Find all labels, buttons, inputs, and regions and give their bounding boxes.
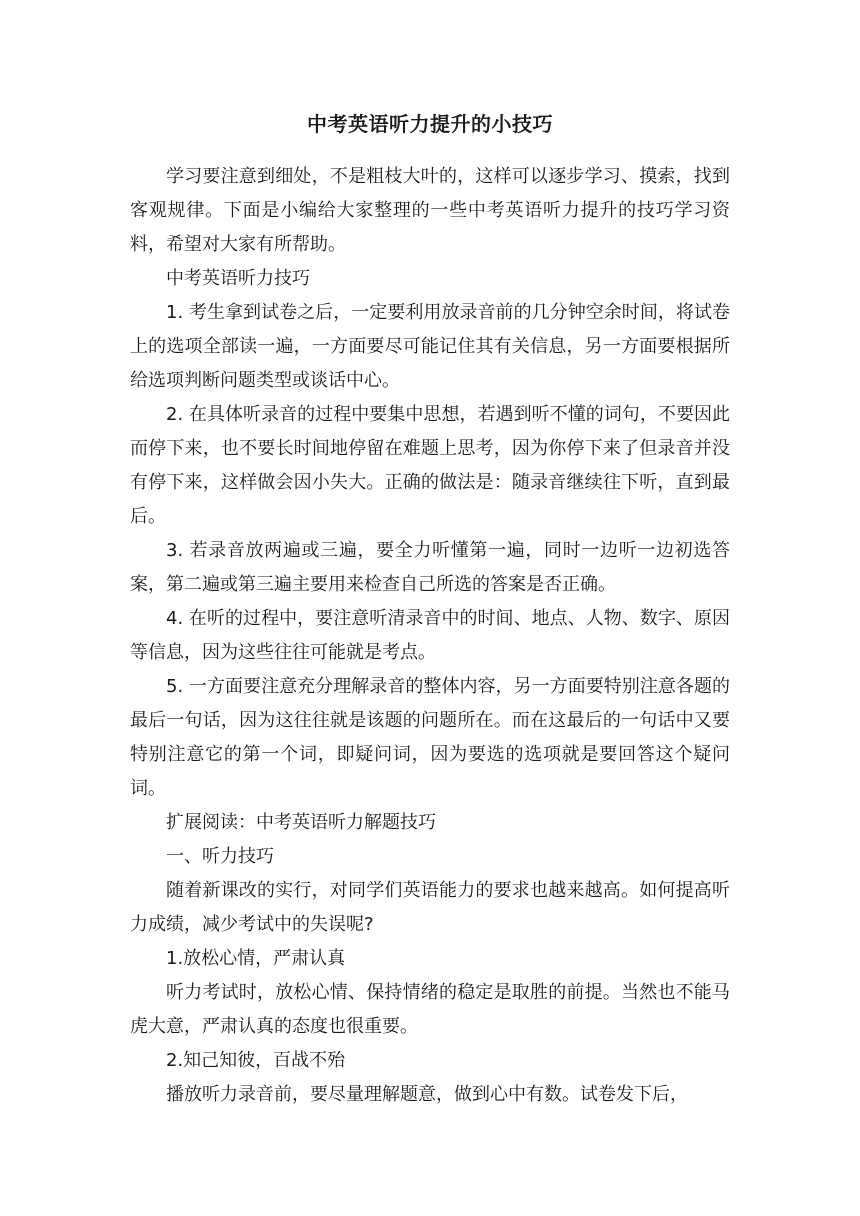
- paragraph-tip-5: 5. 一方面要注意充分理解录音的整体内容，另一方面要特别注意各题的最后一句话，因为这往往就是该题的问题所在。而在这最后的一句话中又要特别注意它的第一个词，即疑问词，因为要选的选项就是要回答这个疑问词。: [130, 676, 730, 799]
- paragraph-tip-4: 4. 在听的过程中，要注意听清录音中的时间、地点、人物、数字、原因等信息，因为这些往往可能就是考点。: [130, 608, 730, 663]
- paragraph-intro: 学习要注意到细处，不是粗枝大叶的，这样可以逐步学习、摸索，找到客观规律。下面是小编给大家整理的一些中考英语听力提升的技巧学习资料，希望对大家有所帮助。: [130, 166, 730, 255]
- paragraph-before-recording: 播放听力录音前，要尽量理解题意，做到心中有数。试卷发下后，: [166, 1084, 688, 1105]
- section-heading-tips: 中考英语听力技巧: [166, 268, 310, 289]
- document-title: 中考英语听力提升的小技巧: [307, 112, 553, 136]
- document-body: [130, 160, 730, 1112]
- paragraph-tip-2: 2. 在具体听录音的过程中要集中思想，若遇到听不懂的词句，不要因此而停下来，也不要长时间地停留在难题上思考，因为你停下来了但录音并没有停下来，这样做会因小失大。正确的做法是：随录音继续往下听，直到最后。: [130, 404, 730, 527]
- subheading-know-yourself: 2.知己知彼，百战不殆: [166, 1050, 346, 1071]
- paragraph-relax: 听力考试时，放松心情、保持情绪的稳定是取胜的前提。当然也不能马虎大意，严肃认真的态度也很重要。: [130, 982, 730, 1037]
- section-heading-extended: 扩展阅读：中考英语听力解题技巧: [166, 812, 436, 833]
- paragraph-tip-1: 1. 考生拿到试卷之后，一定要利用放录音前的几分钟空余时间，将试卷上的选项全部读一遍，一方面要尽可能记住其有关信息，另一方面要根据所给选项判断问题类型或谈话中心。: [130, 302, 730, 391]
- paragraph-reform: 随着新课改的实行，对同学们英语能力的要求也越来越高。如何提高听力成绩，减少考试中的失误呢?: [130, 880, 730, 935]
- paragraph-tip-3: 3. 若录音放两遍或三遍，要全力听懂第一遍，同时一边听一边初选答案，第二遍或第三遍主要用来检查自己所选的答案是否正确。: [130, 540, 730, 595]
- subheading-relax: 1.放松心情，严肃认真: [166, 948, 346, 969]
- subheading-listening-skills: 一、听力技巧: [166, 846, 274, 867]
